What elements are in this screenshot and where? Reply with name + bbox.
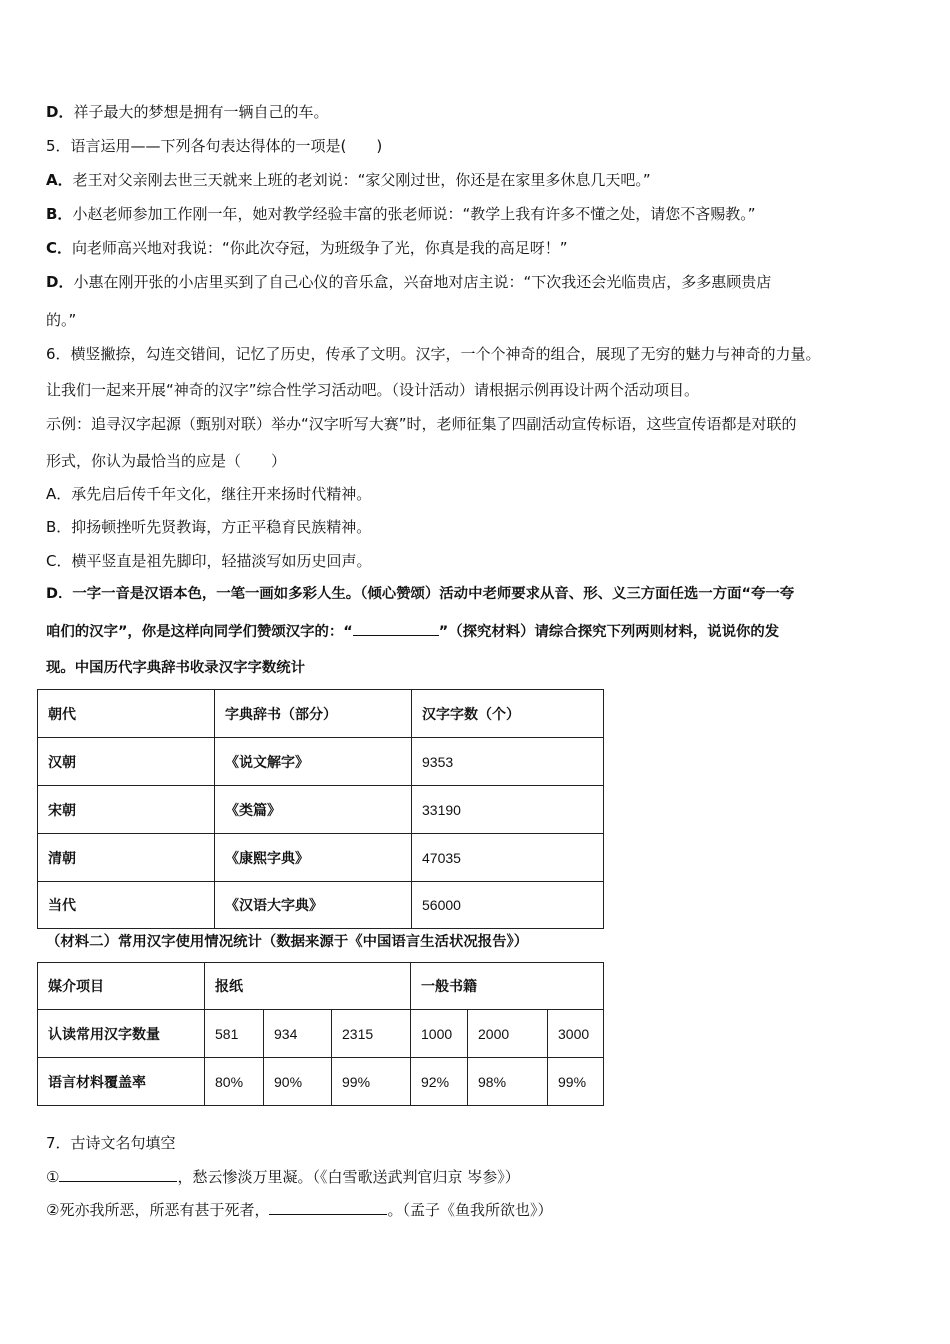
q5-option-d xyxy=(46,272,771,292)
table-header-cell: 朝代 xyxy=(38,690,215,738)
q6-stem-2: 让我们一起来开展“神奇的汉字”综合性学习活动吧。（设计活动）请根据示例再设计两个活动项目。 xyxy=(46,381,700,399)
table-cell: 98% xyxy=(468,1058,548,1106)
option-label: D． xyxy=(46,103,74,121)
q6-option-c: C．横平竖直是祖先脚印，轻描淡写如历史回声。 xyxy=(46,552,372,570)
table-cell: 99% xyxy=(332,1058,411,1106)
q5-option-d-cont: 的。” xyxy=(46,311,77,329)
table-row xyxy=(38,786,604,834)
table-header-cell: 汉字字数（个） xyxy=(412,690,604,738)
item-text: ②死亦我所恶，所恶有甚于死者， xyxy=(46,1201,270,1219)
item-text: 。（孟子《鱼我所欲也》） xyxy=(387,1201,553,1219)
q6-continuation-2: 现。中国历代字典辞书收录汉字字数统计 xyxy=(46,660,306,676)
option-text: 小赵老师参加工作刚一年，她对教学经验丰富的张老师说：“教学上我有许多不懂之处，请您不吝赐教。” xyxy=(72,205,756,223)
table-cell: 2315 xyxy=(332,1010,411,1058)
table-cell: 56000 xyxy=(412,882,604,929)
table-cell: 934 xyxy=(264,1010,332,1058)
text-before-blank: 咱们的汉字”，你是这样向同学们赞颂汉字的：“ xyxy=(46,624,353,640)
table-cell: 《说文解字》 xyxy=(215,738,412,786)
table-header-cell: 字典辞书（部分） xyxy=(215,690,412,738)
table-cell: 当代 xyxy=(38,882,215,929)
answer-blank[interactable] xyxy=(59,1167,177,1182)
answer-blank[interactable] xyxy=(353,621,439,636)
q4-option-d xyxy=(46,102,328,122)
q6-option-b: B．抑扬顿挫听先贤教诲，方正平稳育民族精神。 xyxy=(46,518,372,536)
table-row xyxy=(38,1010,604,1058)
q7-item-1 xyxy=(46,1167,520,1187)
table-row xyxy=(38,834,604,882)
item-text: ，愁云惨淡万里凝。（《白雪歌送武判官归京 岑参》） xyxy=(177,1168,520,1186)
table-cell: 《汉语大字典》 xyxy=(215,882,412,929)
table-row xyxy=(38,882,604,929)
table-cell: 99% xyxy=(548,1058,604,1106)
q6-example-1: 示例：追寻汉字起源（甄别对联）举办“汉字听写大赛”时，老师征集了四副活动宣传标语，这些宣传语都是对联的 xyxy=(46,415,797,433)
table-header-cell: 媒介项目 xyxy=(38,963,205,1010)
table-header-row xyxy=(38,690,604,738)
table-cell: 2000 xyxy=(468,1010,548,1058)
table-cell: 宋朝 xyxy=(38,786,215,834)
table-cell: 9353 xyxy=(412,738,604,786)
table-cell: 语言材料覆盖率 xyxy=(38,1058,205,1106)
table-cell: 3000 xyxy=(548,1010,604,1058)
table-cell: 认读常用汉字数量 xyxy=(38,1010,205,1058)
table-cell: 90% xyxy=(264,1058,332,1106)
table-cell: 80% xyxy=(205,1058,264,1106)
dictionary-stats-table xyxy=(37,689,604,929)
option-label: B． xyxy=(46,205,73,223)
item-number: ① xyxy=(46,1168,60,1186)
table-header-cell: 报纸 xyxy=(205,963,411,1010)
table-cell: 33190 xyxy=(412,786,604,834)
q6-option-a: A．承先启后传千年文化，继往开来扬时代精神。 xyxy=(46,485,372,503)
option-text: 老王对父亲刚去世三天就来上班的老刘说：“家父刚过世，你还是在家里多休息几天吧。” xyxy=(72,171,651,189)
q6-example-2: 形式，你认为最恰当的应是（ ） xyxy=(46,452,287,470)
q6-stem-1: 6．横竖撇捺，勾连交错间，记忆了历史，传承了文明。汉字，一个个神奇的组合，展现了无穷的魅力与神奇的力量。 xyxy=(46,345,821,363)
q5-option-c xyxy=(46,238,568,258)
table-cell: 47035 xyxy=(412,834,604,882)
answer-blank[interactable] xyxy=(269,1200,387,1215)
option-text: 向老师高兴地对我说：“你此次夺冠，为班级争了光，你真是我的高足呀！” xyxy=(72,239,568,257)
q5-stem: 5．语言运用——下列各句表达得体的一项是( ) xyxy=(46,137,383,155)
option-label: D． xyxy=(46,273,74,291)
option-text: 小惠在刚开张的小店里买到了自己心仪的音乐盒，兴奋地对店主说：“下次我还会光临贵店，多多惠顾贵店 xyxy=(73,273,772,291)
option-label: A． xyxy=(46,171,73,189)
q7-item-2 xyxy=(46,1200,552,1220)
option-text: 祥子最大的梦想是拥有一辆自己的车。 xyxy=(73,103,329,121)
option-label: C． xyxy=(46,239,73,257)
table-cell: 《类篇》 xyxy=(215,786,412,834)
text-after-blank: ”（探究材料）请综合探究下列两则材料，说说你的发 xyxy=(438,624,780,640)
character-usage-table xyxy=(37,962,604,1106)
table-header-row xyxy=(38,963,604,1010)
table-cell: 汉朝 xyxy=(38,738,215,786)
table2-caption: （材料二）常用汉字使用情况统计（数据来源于《中国语言生活状况报告》） xyxy=(46,934,529,950)
table-cell: 581 xyxy=(205,1010,264,1058)
table-row xyxy=(38,1058,604,1106)
table-cell: 1000 xyxy=(411,1010,468,1058)
table-row xyxy=(38,738,604,786)
q6-option-d: D．一字一音是汉语本色，一笔一画如多彩人生。（倾心赞颂）活动中老师要求从音、形、义三方面任选一方面“夸一夸 xyxy=(46,586,795,602)
table-header-cell: 一般书籍 xyxy=(411,963,604,1010)
q5-option-a xyxy=(46,170,651,190)
q6-continuation-1 xyxy=(46,621,779,642)
table-cell: 92% xyxy=(411,1058,468,1106)
table-cell: 清朝 xyxy=(38,834,215,882)
q7-stem: 7．古诗文名句填空 xyxy=(46,1134,176,1152)
table-cell: 《康熙字典》 xyxy=(215,834,412,882)
q5-option-b xyxy=(46,204,755,224)
